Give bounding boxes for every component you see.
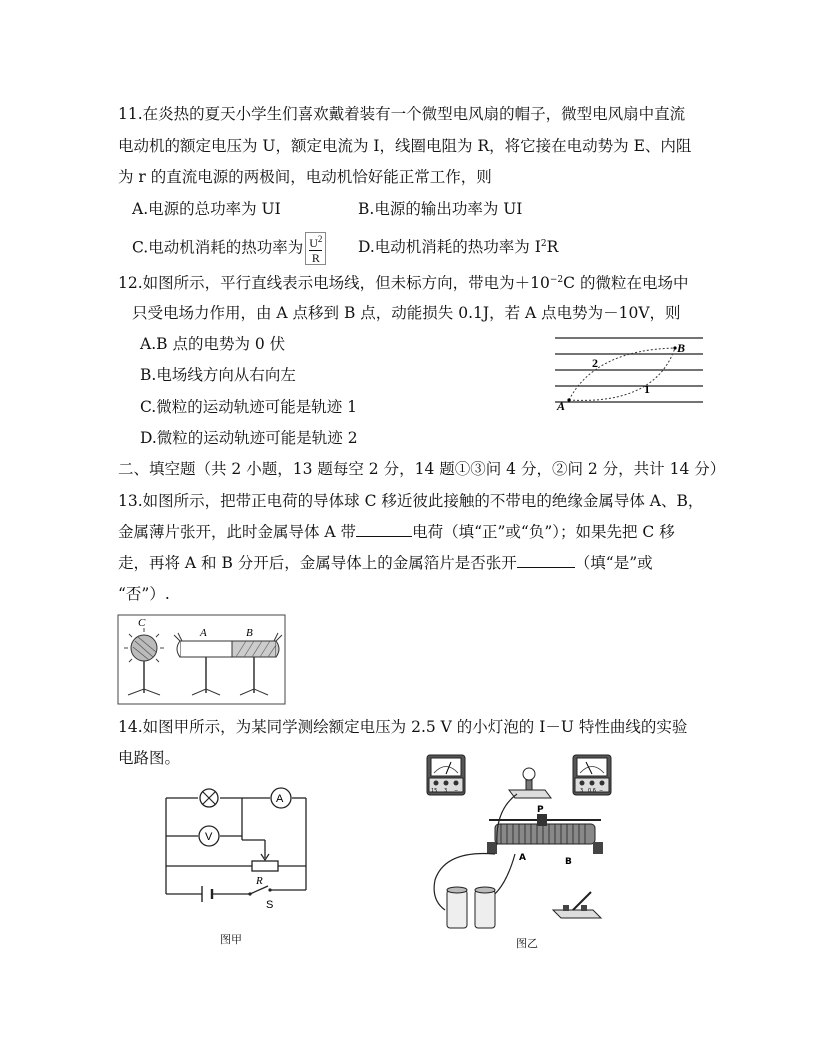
q12-option-d: D.微粒的运动轨迹可能是轨迹 2	[140, 429, 358, 447]
figure-jia-caption: 图甲	[220, 933, 242, 946]
svg-text:−: −	[454, 788, 459, 794]
point-b-label: B	[677, 341, 686, 355]
q12-line1: 12.如图所示，平行直线表示电场线，但未标方向，带电为$+10^{-2}C$ 的微粒在电场中	[118, 274, 689, 293]
q11-line2: 电动机的额定电压为 U，额定电流为 I，线圈电阻为 R，将它接在电动势为 E、内阻	[118, 137, 692, 155]
q14-line2: 电路图。	[118, 749, 181, 767]
knife-switch-icon	[553, 892, 601, 918]
conductor-a-label: A	[200, 627, 207, 639]
trajectory-2-label: 2	[592, 356, 598, 370]
svg-text:−: −	[599, 788, 604, 794]
trajectory-1-label: 1	[644, 382, 650, 396]
svg-text:V: V	[205, 831, 213, 843]
meter-right-icon	[573, 755, 611, 795]
q12-option-c: C.微粒的运动轨迹可能是轨迹 1	[140, 398, 358, 416]
answer-blank-1[interactable]	[356, 522, 412, 537]
conductor-figure	[118, 615, 286, 705]
battery-cells-icon	[447, 887, 495, 928]
q11-option-c	[132, 232, 328, 265]
svg-text:A: A	[276, 793, 284, 805]
figure-yi-caption: 图乙	[516, 937, 538, 950]
slider-p-label: P	[537, 805, 544, 815]
q12-option-b: B.电场线方向从右向左	[140, 366, 296, 384]
answer-blank-2[interactable]	[517, 553, 575, 568]
apparatus-figure	[425, 750, 625, 935]
svg-text:0.6: 0.6	[588, 788, 596, 794]
svg-text:15: 15	[431, 788, 438, 794]
circuit-diagram	[160, 790, 320, 910]
meter-left-icon	[427, 755, 465, 795]
q13-line3: 走，再将 A 和 B 分开后，金属导体上的金属箔片是否张开 （填“是”或	[118, 554, 653, 572]
q14-line1: 14.如图甲所示，为某同学测绘额定电压为 2.5 V 的小灯泡的 I－U 特性曲线的实验	[118, 718, 688, 736]
q11-line1: 11.在炎热的夏天小学生们喜欢戴着装有一个微型电风扇的帽子，微型电风扇中直流	[118, 105, 686, 123]
electric-field-figure	[555, 330, 705, 415]
q13-line1: 13.如图所示，把带正电荷的导体球 C 移近彼此接触的不带电的绝缘金属导体 A、B，	[118, 492, 704, 510]
section-2-heading: 二、填空题（共 2 小题，13 题每空 2 分，14 题①③问 4 分，②问 2 分，共计 14 分）	[118, 460, 726, 478]
q13-line4: “否”）.	[118, 585, 170, 603]
slide-rheostat-icon	[487, 814, 603, 854]
switch-label: S	[266, 899, 274, 911]
terminal-b-label: B	[565, 857, 572, 867]
conductor-b-label: B	[246, 627, 253, 639]
svg-text:3: 3	[444, 788, 448, 794]
q11-option-c-label: C.电动机消耗的热功率为	[132, 238, 304, 257]
point-a-label: A	[557, 399, 566, 413]
q13-line2: 金属薄片张开，此时金属导体 A 带 电荷（填“正”或“负”）；如果先把 C 移	[118, 523, 675, 541]
bulb-icon	[509, 768, 551, 798]
svg-text:3: 3	[580, 788, 584, 794]
q12-option-a: A.B 点的电势为 0 伏	[140, 335, 286, 353]
svg-text:R: R	[256, 875, 263, 887]
sphere-c-label: C	[138, 617, 146, 629]
q11-option-b: B.电源的输出功率为 UI	[358, 200, 523, 218]
trajectory-1	[569, 348, 675, 400]
q11-option-d: D.电动机消耗的热功率为 $I^2R$	[358, 238, 559, 257]
rheostat-icon	[252, 861, 278, 871]
fraction-u2-over-r: $\frac{U^2}{R}$	[305, 232, 326, 265]
q11-option-a: A.电源的总功率为 UI	[132, 200, 281, 218]
q12-line2: 只受电场力作用，由 A 点移到 B 点，动能损失 0.1J，若 A 点电势为－10V，则	[132, 304, 681, 322]
q11-line3: 为 r 的直流电源的两极间，电动机恰好能正常工作，则	[118, 168, 492, 186]
terminal-a-label: A	[519, 853, 526, 863]
